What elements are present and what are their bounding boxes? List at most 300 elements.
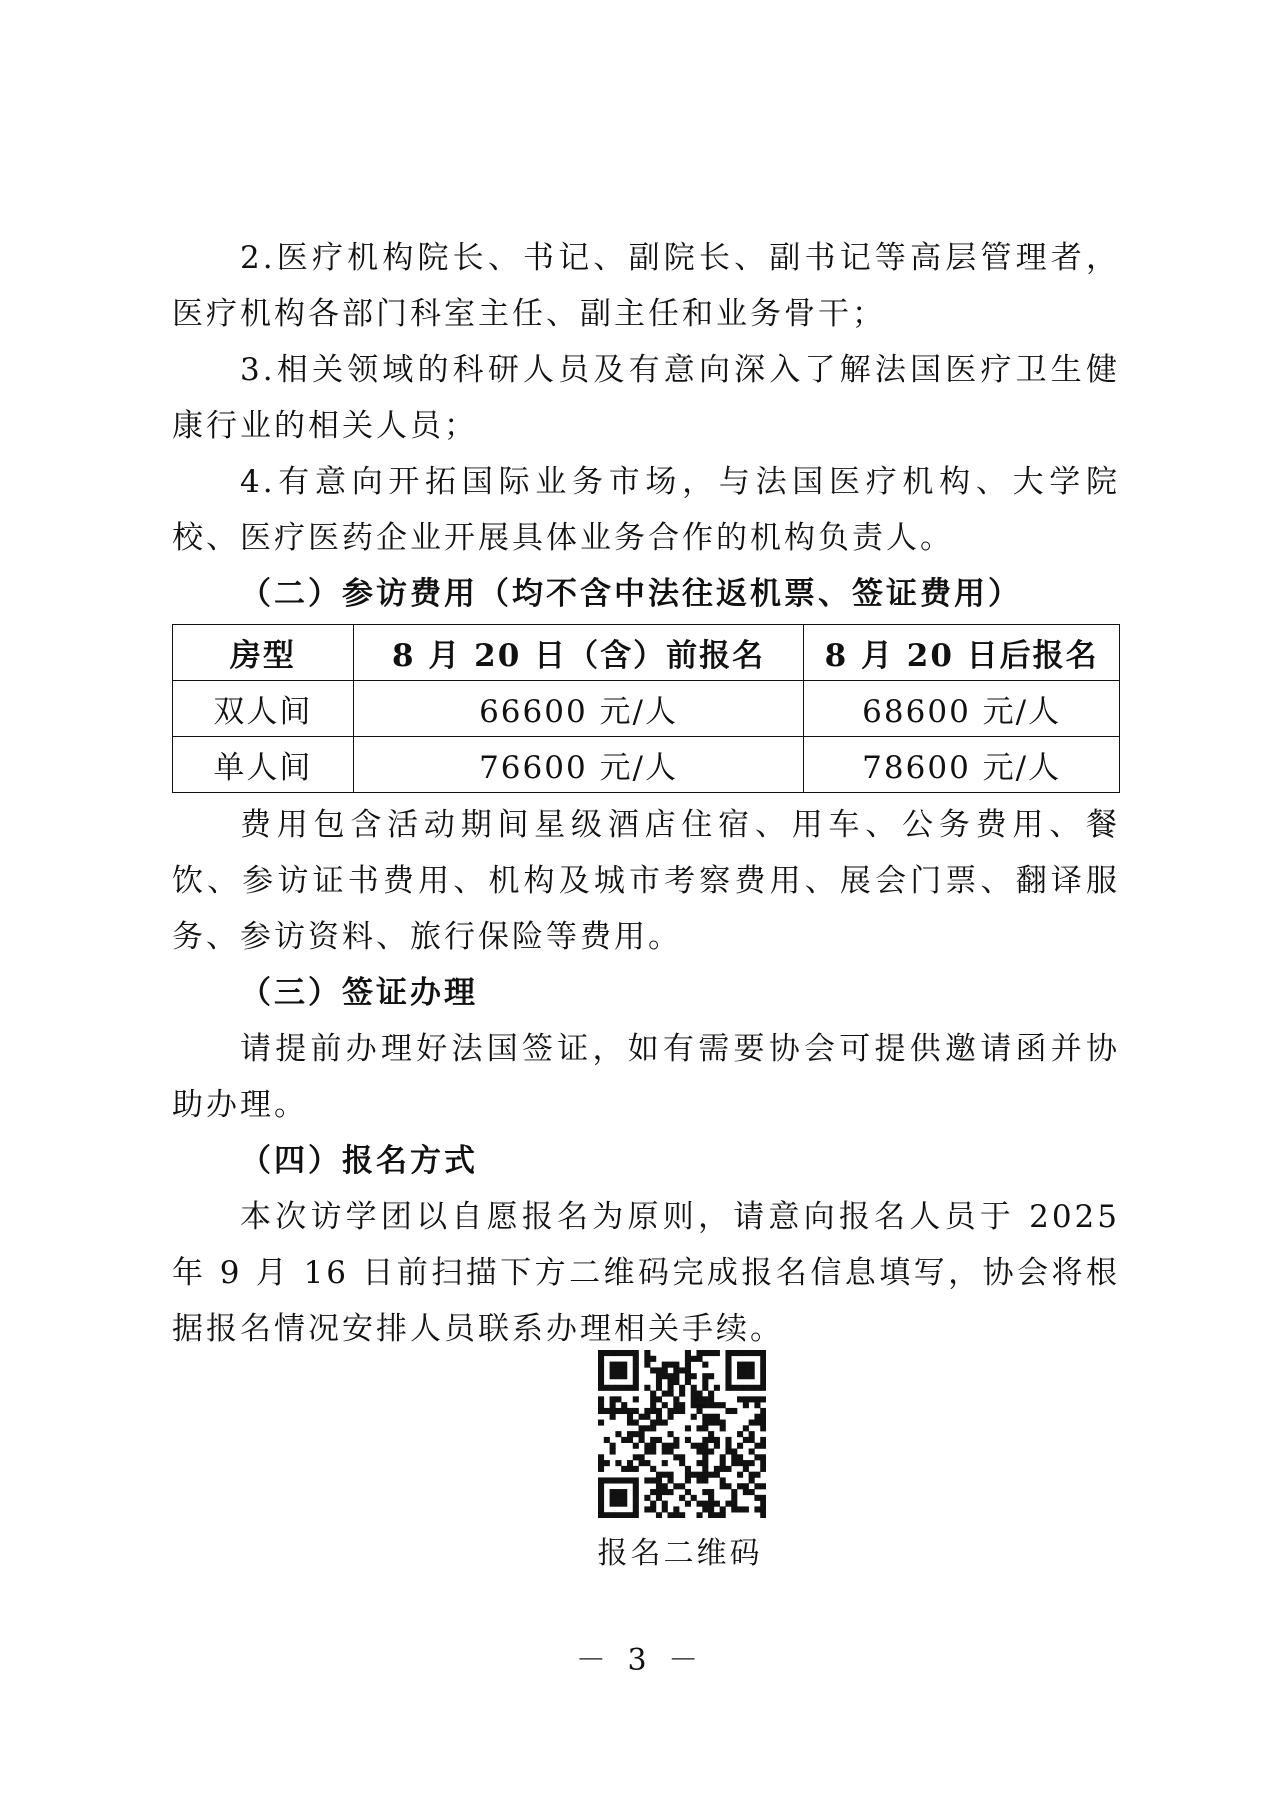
qr-module xyxy=(685,1477,691,1483)
qr-module xyxy=(702,1460,708,1466)
qr-module xyxy=(615,1373,621,1379)
qr-module xyxy=(668,1443,674,1449)
qr-module xyxy=(691,1495,697,1501)
qr-module xyxy=(633,1373,639,1379)
fees-heading: （二）参访费用（均不含中法往返机票、签证费用） xyxy=(240,576,1022,612)
qr-caption: 报名二维码 xyxy=(597,1536,763,1571)
qr-module xyxy=(615,1460,621,1466)
qr-module xyxy=(644,1425,650,1431)
qr-module xyxy=(644,1414,650,1420)
qr-module xyxy=(662,1460,668,1466)
qr-module xyxy=(621,1385,627,1391)
qr-module xyxy=(685,1425,691,1431)
qr-module xyxy=(644,1362,650,1368)
qr-module xyxy=(621,1501,627,1507)
qr-module xyxy=(708,1437,714,1443)
qr-module xyxy=(731,1454,737,1460)
table-row xyxy=(173,681,1120,737)
qr-module xyxy=(696,1396,702,1402)
qr-module xyxy=(731,1385,737,1391)
qr-module xyxy=(662,1472,668,1478)
qr-module xyxy=(760,1501,766,1507)
qr-module xyxy=(627,1420,633,1426)
qr-module xyxy=(760,1356,766,1362)
qr-module xyxy=(673,1506,679,1512)
qr-module xyxy=(737,1506,743,1512)
qr-module xyxy=(754,1454,760,1460)
qr-module xyxy=(639,1425,645,1431)
qr-module xyxy=(633,1506,639,1512)
qr-module xyxy=(662,1448,668,1454)
qr-module xyxy=(673,1379,679,1385)
qr-module xyxy=(604,1437,610,1443)
qr-module xyxy=(633,1420,639,1426)
qr-module xyxy=(598,1466,604,1472)
qr-module xyxy=(708,1350,714,1356)
qr-module xyxy=(702,1402,708,1408)
qr-module xyxy=(662,1443,668,1449)
qr-module xyxy=(639,1431,645,1437)
qr-module xyxy=(650,1367,656,1373)
qr-module xyxy=(627,1512,633,1518)
qr-module xyxy=(644,1448,650,1454)
qr-module xyxy=(598,1512,604,1518)
qr-module xyxy=(656,1408,662,1414)
qr-module xyxy=(633,1385,639,1391)
qr-module xyxy=(627,1350,633,1356)
qr-module xyxy=(633,1489,639,1495)
qr-module xyxy=(685,1350,691,1356)
qr-module xyxy=(749,1448,755,1454)
qr-module xyxy=(598,1356,604,1362)
qr-module xyxy=(679,1402,685,1408)
qr-module xyxy=(598,1350,604,1356)
qr-module xyxy=(644,1408,650,1414)
qr-module xyxy=(656,1495,662,1501)
qr-module xyxy=(754,1420,760,1426)
qr-module xyxy=(754,1443,760,1449)
qr-module xyxy=(760,1425,766,1431)
qr-module xyxy=(610,1443,616,1449)
qr-module xyxy=(754,1385,760,1391)
qr-module xyxy=(754,1506,760,1512)
qr-module xyxy=(621,1367,627,1373)
qr-module xyxy=(598,1367,604,1373)
qr-module xyxy=(679,1454,685,1460)
qr-module xyxy=(644,1460,650,1466)
qr-module xyxy=(656,1414,662,1420)
qr-module xyxy=(702,1489,708,1495)
qr-module xyxy=(720,1477,726,1483)
qr-module xyxy=(668,1362,674,1368)
qr-module xyxy=(668,1385,674,1391)
qr-module xyxy=(702,1466,708,1472)
qr-module xyxy=(598,1483,604,1489)
qr-module xyxy=(644,1495,650,1501)
qr-module xyxy=(696,1402,702,1408)
qr-module xyxy=(749,1396,755,1402)
qr-module xyxy=(598,1396,604,1402)
qr-module xyxy=(598,1495,604,1501)
visa-heading: （三）签证办理 xyxy=(240,975,478,1011)
qr-module xyxy=(633,1495,639,1501)
qr-module xyxy=(610,1350,616,1356)
qr-module xyxy=(725,1483,731,1489)
qr-module xyxy=(650,1448,656,1454)
qr-module xyxy=(639,1414,645,1420)
qr-module xyxy=(673,1443,679,1449)
qr-module xyxy=(702,1414,708,1420)
qr-module xyxy=(662,1362,668,1368)
qr-module xyxy=(656,1373,662,1379)
qr-module xyxy=(708,1391,714,1397)
table-header-cell: 8 月 20 日（含）前报名 xyxy=(353,625,804,681)
qr-module xyxy=(725,1466,731,1472)
qr-module xyxy=(598,1506,604,1512)
qr-module xyxy=(743,1373,749,1379)
qr-module xyxy=(702,1501,708,1507)
qr-module xyxy=(708,1489,714,1495)
qr-module xyxy=(731,1460,737,1466)
qr-module xyxy=(731,1489,737,1495)
qr-module xyxy=(598,1373,604,1379)
qr-module xyxy=(621,1402,627,1408)
qr-module xyxy=(708,1506,714,1512)
qr-module xyxy=(633,1466,639,1472)
document-body xyxy=(172,230,1120,1357)
fees-note: 费用包含活动期间星级酒店住宿、用车、公务费用、餐饮、参访证书费用、机构及城市考察费用、展会门票、翻译服务、参访资料、旅行保险等费用。 xyxy=(172,807,1120,955)
qr-module xyxy=(696,1448,702,1454)
qr-module xyxy=(621,1362,627,1368)
qr-module xyxy=(708,1512,714,1518)
qr-module xyxy=(604,1350,610,1356)
qr-module xyxy=(714,1501,720,1507)
qr-module xyxy=(743,1402,749,1408)
qr-module xyxy=(633,1367,639,1373)
qr-module xyxy=(743,1425,749,1431)
qr-module xyxy=(679,1483,685,1489)
table-cell: 双人间 xyxy=(173,681,354,737)
qr-module xyxy=(691,1385,697,1391)
qr-module xyxy=(627,1431,633,1437)
qr-module xyxy=(702,1379,708,1385)
qr-module xyxy=(650,1425,656,1431)
qr-module xyxy=(760,1454,766,1460)
qr-module xyxy=(633,1362,639,1368)
qr-module xyxy=(702,1385,708,1391)
qr-module xyxy=(668,1391,674,1397)
qr-module xyxy=(737,1396,743,1402)
qr-module xyxy=(656,1420,662,1426)
qr-module xyxy=(633,1408,639,1414)
qr-module xyxy=(720,1454,726,1460)
qr-module xyxy=(604,1512,610,1518)
qr-module xyxy=(708,1402,714,1408)
qr-module xyxy=(737,1362,743,1368)
qr-module xyxy=(685,1472,691,1478)
qr-module xyxy=(668,1448,674,1454)
qr-module xyxy=(696,1501,702,1507)
qr-module xyxy=(615,1495,621,1501)
qr-module xyxy=(650,1437,656,1443)
qr-module xyxy=(714,1385,720,1391)
qr-module xyxy=(702,1396,708,1402)
qr-module xyxy=(633,1379,639,1385)
qr-module xyxy=(714,1414,720,1420)
table-header-row xyxy=(173,625,1120,681)
qr-module xyxy=(708,1431,714,1437)
qr-module xyxy=(725,1437,731,1443)
qr-module xyxy=(749,1350,755,1356)
qr-module xyxy=(691,1373,697,1379)
qr-module xyxy=(627,1408,633,1414)
qr-module xyxy=(702,1373,708,1379)
qr-module xyxy=(656,1512,662,1518)
qr-code-icon xyxy=(598,1350,766,1518)
qr-module xyxy=(598,1402,604,1408)
qr-module xyxy=(691,1402,697,1408)
paragraph-item-4: 4.有意向开拓国际业务市场，与法国医疗机构、大学院校、医疗医药企业开展具体业务合作的机构负责人。 xyxy=(172,464,1120,556)
qr-module xyxy=(708,1420,714,1426)
qr-module xyxy=(737,1431,743,1437)
qr-module xyxy=(702,1350,708,1356)
visa-text: 请提前办理好法国签证，如有需要协会可提供邀请函并协助办理。 xyxy=(172,1031,1120,1123)
qr-module xyxy=(673,1408,679,1414)
qr-module xyxy=(610,1396,616,1402)
qr-module xyxy=(668,1379,674,1385)
qr-module xyxy=(760,1506,766,1512)
qr-module xyxy=(610,1367,616,1373)
qr-module xyxy=(633,1396,639,1402)
qr-module xyxy=(702,1506,708,1512)
qr-module xyxy=(639,1437,645,1443)
registration-qr-code[interactable] xyxy=(598,1350,766,1518)
qr-module xyxy=(749,1420,755,1426)
qr-module xyxy=(743,1385,749,1391)
qr-module xyxy=(685,1367,691,1373)
qr-module xyxy=(760,1408,766,1414)
qr-module xyxy=(737,1483,743,1489)
qr-module xyxy=(673,1396,679,1402)
qr-module xyxy=(656,1437,662,1443)
qr-module xyxy=(668,1472,674,1478)
qr-module xyxy=(621,1466,627,1472)
qr-module xyxy=(737,1373,743,1379)
qr-module xyxy=(720,1460,726,1466)
qr-module xyxy=(754,1350,760,1356)
qr-module xyxy=(610,1477,616,1483)
qr-module xyxy=(627,1460,633,1466)
qr-module xyxy=(720,1420,726,1426)
qr-module xyxy=(696,1350,702,1356)
qr-module xyxy=(708,1501,714,1507)
qr-module xyxy=(702,1448,708,1454)
qr-module xyxy=(714,1472,720,1478)
qr-module xyxy=(650,1506,656,1512)
qr-module xyxy=(714,1420,720,1426)
qr-module xyxy=(691,1356,697,1362)
qr-module xyxy=(673,1454,679,1460)
qr-module xyxy=(708,1495,714,1501)
qr-module xyxy=(743,1350,749,1356)
qr-module xyxy=(598,1420,604,1426)
qr-module xyxy=(656,1396,662,1402)
qr-module xyxy=(633,1443,639,1449)
qr-module xyxy=(760,1362,766,1368)
qr-module xyxy=(656,1385,662,1391)
qr-module xyxy=(610,1512,616,1518)
qr-module xyxy=(662,1402,668,1408)
qr-module xyxy=(668,1489,674,1495)
table-cell: 单人间 xyxy=(173,737,354,793)
qr-module xyxy=(702,1443,708,1449)
qr-module xyxy=(754,1483,760,1489)
qr-module xyxy=(737,1385,743,1391)
qr-module xyxy=(662,1483,668,1489)
qr-module xyxy=(708,1472,714,1478)
qr-module xyxy=(610,1495,616,1501)
qr-module xyxy=(749,1489,755,1495)
qr-module xyxy=(621,1350,627,1356)
qr-module xyxy=(621,1495,627,1501)
qr-module xyxy=(725,1408,731,1414)
qr-module xyxy=(633,1431,639,1437)
qr-module xyxy=(685,1466,691,1472)
qr-module xyxy=(656,1489,662,1495)
qr-module xyxy=(743,1483,749,1489)
qr-module xyxy=(662,1367,668,1373)
qr-module xyxy=(644,1350,650,1356)
qr-module xyxy=(673,1362,679,1368)
qr-module xyxy=(650,1391,656,1397)
qr-module xyxy=(696,1512,702,1518)
qr-module xyxy=(627,1466,633,1472)
qr-module xyxy=(691,1443,697,1449)
qr-module xyxy=(720,1425,726,1431)
qr-module xyxy=(702,1420,708,1426)
qr-module xyxy=(615,1489,621,1495)
qr-module xyxy=(673,1367,679,1373)
qr-module xyxy=(598,1501,604,1507)
qr-module xyxy=(708,1448,714,1454)
qr-module xyxy=(714,1466,720,1472)
qr-module xyxy=(749,1472,755,1478)
qr-module xyxy=(656,1379,662,1385)
qr-module xyxy=(598,1385,604,1391)
qr-module xyxy=(639,1454,645,1460)
qr-module xyxy=(610,1414,616,1420)
qr-module xyxy=(760,1483,766,1489)
qr-module xyxy=(743,1460,749,1466)
qr-module xyxy=(685,1362,691,1368)
qr-module xyxy=(720,1483,726,1489)
qr-module xyxy=(731,1501,737,1507)
qr-module xyxy=(696,1425,702,1431)
qr-module xyxy=(754,1495,760,1501)
qr-module xyxy=(685,1373,691,1379)
qr-module xyxy=(633,1483,639,1489)
qr-module xyxy=(749,1362,755,1368)
qr-module xyxy=(679,1512,685,1518)
qr-module xyxy=(760,1350,766,1356)
qr-module xyxy=(720,1402,726,1408)
qr-module xyxy=(714,1437,720,1443)
qr-module xyxy=(749,1431,755,1437)
qr-module xyxy=(615,1362,621,1368)
qr-module xyxy=(650,1356,656,1362)
qr-module xyxy=(598,1454,604,1460)
qr-module xyxy=(673,1483,679,1489)
qr-module xyxy=(621,1408,627,1414)
qr-module xyxy=(627,1437,633,1443)
qr-module xyxy=(644,1477,650,1483)
qr-module xyxy=(633,1512,639,1518)
qr-module xyxy=(691,1472,697,1478)
qr-module xyxy=(615,1512,621,1518)
qr-module xyxy=(650,1443,656,1449)
qr-module xyxy=(737,1350,743,1356)
qr-module xyxy=(644,1356,650,1362)
qr-module xyxy=(714,1443,720,1449)
qr-module xyxy=(737,1454,743,1460)
qr-module xyxy=(696,1460,702,1466)
registration-heading: （四）报名方式 xyxy=(240,1143,478,1179)
qr-module xyxy=(696,1408,702,1414)
qr-module xyxy=(708,1414,714,1420)
qr-module xyxy=(610,1408,616,1414)
registration-text: 本次访学团以自愿报名为原则，请意向报名人员于 2025 年 9 月 16 日前扫描下方二维码完成报名信息填写，协会将根据报名情况安排人员联系办理相关手续。 xyxy=(172,1199,1120,1347)
qr-module xyxy=(604,1477,610,1483)
qr-module xyxy=(685,1501,691,1507)
qr-module xyxy=(725,1362,731,1368)
qr-module xyxy=(662,1420,668,1426)
qr-module xyxy=(685,1379,691,1385)
qr-module xyxy=(702,1425,708,1431)
qr-module xyxy=(760,1512,766,1518)
qr-module xyxy=(662,1506,668,1512)
qr-module xyxy=(725,1385,731,1391)
qr-module xyxy=(708,1373,714,1379)
qr-module xyxy=(679,1408,685,1414)
qr-module xyxy=(621,1489,627,1495)
qr-module xyxy=(610,1373,616,1379)
qr-module xyxy=(754,1414,760,1420)
qr-module xyxy=(650,1466,656,1472)
qr-module xyxy=(668,1512,674,1518)
qr-module xyxy=(621,1512,627,1518)
qr-module xyxy=(685,1489,691,1495)
qr-module xyxy=(737,1460,743,1466)
qr-module xyxy=(615,1396,621,1402)
qr-module xyxy=(615,1477,621,1483)
qr-module xyxy=(696,1477,702,1483)
qr-module xyxy=(662,1373,668,1379)
qr-module xyxy=(639,1460,645,1466)
qr-module xyxy=(662,1501,668,1507)
qr-module xyxy=(644,1443,650,1449)
qr-module xyxy=(610,1385,616,1391)
qr-module xyxy=(685,1437,691,1443)
qr-module xyxy=(754,1472,760,1478)
qr-module xyxy=(760,1443,766,1449)
qr-module xyxy=(731,1408,737,1414)
qr-module xyxy=(627,1477,633,1483)
qr-module xyxy=(644,1385,650,1391)
qr-module xyxy=(610,1501,616,1507)
qr-module xyxy=(633,1350,639,1356)
qr-module xyxy=(725,1350,731,1356)
qr-module xyxy=(760,1414,766,1420)
